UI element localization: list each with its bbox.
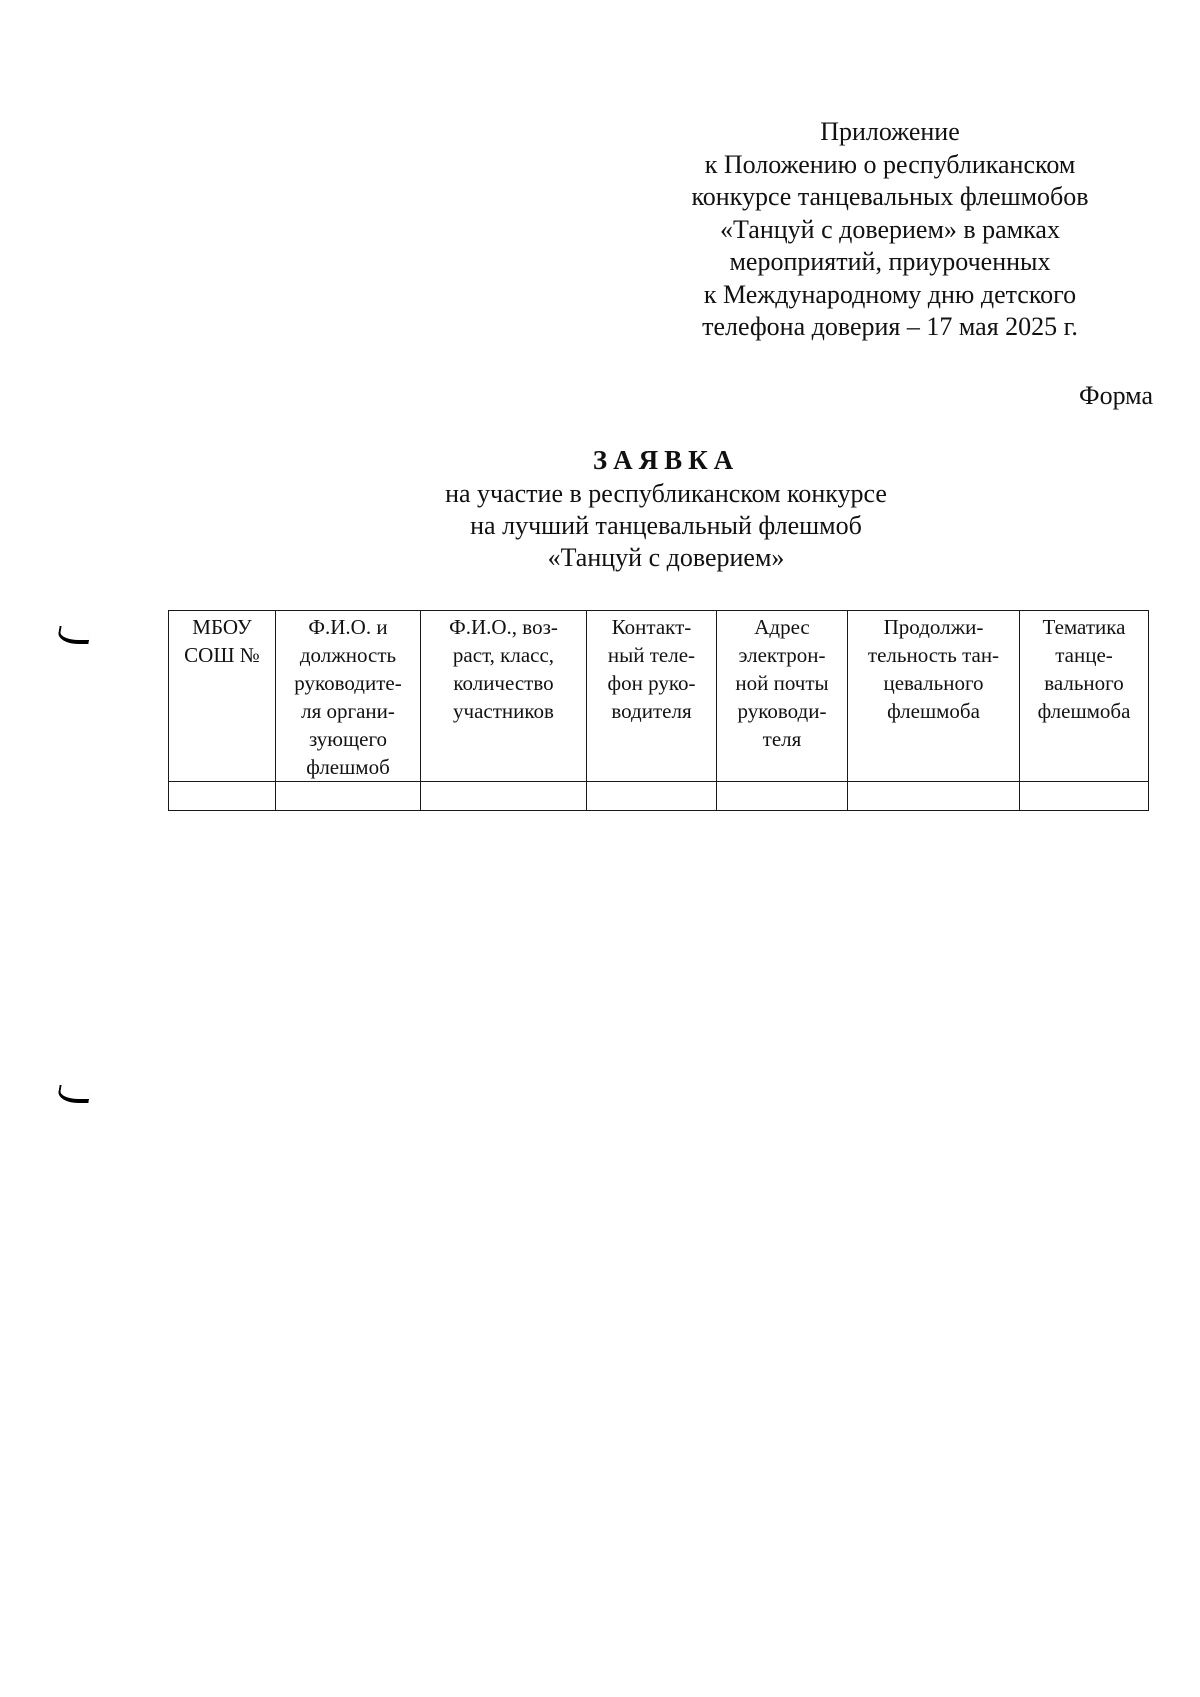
header-email: Адрес электрон- ной почты руководи- теля bbox=[717, 611, 848, 782]
header-school-number: МБОУ СОШ № bbox=[169, 611, 276, 782]
title-block bbox=[0, 444, 1200, 574]
header-duration: Продолжи- тельность тан- цевального флешмоба bbox=[848, 611, 1020, 782]
table-cell-empty bbox=[421, 782, 587, 811]
header-leader-name-position: Ф.И.О. и должность руководите- ля органи- зующего флешмоб bbox=[276, 611, 421, 782]
subtitle-line: на участие в республиканском конкурсе bbox=[445, 479, 887, 508]
table-cell-empty bbox=[276, 782, 421, 811]
appendix-line: «Танцуй с доверием» в рамках bbox=[720, 214, 1060, 244]
form-label: Форма bbox=[1079, 381, 1153, 410]
scan-mark-icon bbox=[56, 1085, 91, 1103]
table-cell-empty bbox=[1020, 782, 1149, 811]
appendix-line: телефона доверия – 17 мая 2025 г. bbox=[702, 312, 1078, 341]
table-header-row bbox=[169, 611, 1149, 782]
header-contact-phone: Контакт- ный теле- фон руко- водителя bbox=[587, 611, 717, 782]
subtitle-line: на лучший танцевальный флешмоб bbox=[470, 511, 862, 540]
table-cell-empty bbox=[587, 782, 717, 811]
appendix-header bbox=[640, 116, 1140, 344]
appendix-line: мероприятий, приуроченных bbox=[729, 247, 1051, 276]
appendix-line: к Положению о республиканском bbox=[704, 149, 1076, 179]
appendix-line: конкурсе танцевальных флешмобов bbox=[691, 182, 1089, 211]
scan-mark-icon bbox=[56, 626, 91, 644]
document-title: ЗАЯВКА bbox=[592, 445, 740, 475]
subtitle-line: «Танцуй с доверием» bbox=[547, 543, 785, 572]
table-cell-empty bbox=[848, 782, 1020, 811]
appendix-line: Приложение bbox=[820, 117, 960, 146]
appendix-line: к Международному дню детского bbox=[703, 279, 1077, 309]
table-cell-empty bbox=[169, 782, 276, 811]
header-theme: Тематика танце- вального флешмоба bbox=[1020, 611, 1149, 782]
table-cell-empty bbox=[717, 782, 848, 811]
header-participants: Ф.И.О., воз- раст, класс, количество участников bbox=[421, 611, 587, 782]
application-table bbox=[168, 610, 1149, 811]
table-row bbox=[169, 782, 1149, 811]
